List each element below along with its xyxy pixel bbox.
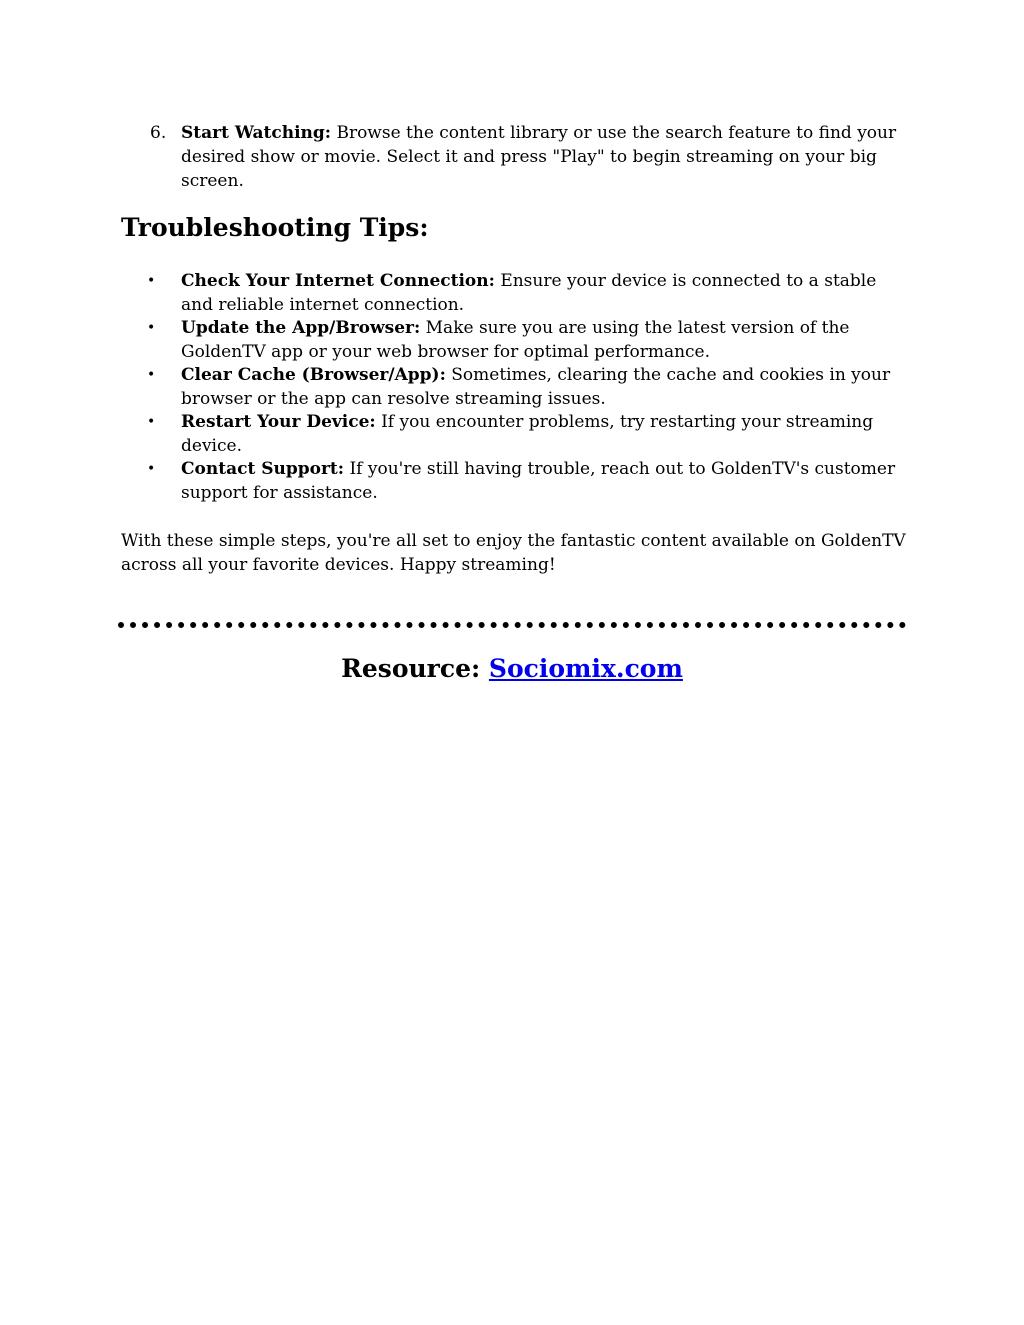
- tip-title: Clear Cache (Browser/App):: [181, 365, 446, 385]
- tip-title: Restart Your Device:: [181, 412, 376, 432]
- resource-label: Resource:: [341, 654, 489, 683]
- bullet-icon: •: [147, 320, 156, 336]
- tip-title: Contact Support:: [181, 459, 345, 479]
- tip-text: Ensure your device is connected to a stable and reliable internet connection.: [181, 271, 877, 315]
- closing-paragraph: With these simple steps, you're all set to enjoy the fantastic content available on GoldenTV across all your favorite devices. Happy streaming!: [121, 531, 906, 575]
- step-title: Start Watching:: [181, 123, 332, 143]
- list-item: [122, 317, 902, 364]
- list-item: [122, 458, 902, 505]
- bullet-icon: •: [147, 273, 156, 289]
- step-number: 6.: [150, 123, 167, 143]
- bullet-icon: •: [147, 414, 156, 430]
- bullet-icon: •: [147, 461, 156, 477]
- tip-title: Check Your Internet Connection:: [181, 271, 495, 291]
- bullet-icon: •: [147, 367, 156, 383]
- step-body: [181, 121, 902, 193]
- list-item: [122, 270, 902, 317]
- tip-title: Update the App/Browser:: [181, 318, 421, 338]
- tip-text: If you're still having trouble, reach out to GoldenTV's customer support for assistance.: [181, 459, 896, 503]
- section-heading: Troubleshooting Tips:: [121, 213, 429, 242]
- tip-text: Make sure you are using the latest version of the GoldenTV app or your web browser for optimal performance.: [181, 318, 850, 362]
- resource-line: [0, 652, 1024, 686]
- tips-list: [122, 270, 902, 505]
- numbered-step: [122, 121, 902, 193]
- resource-link[interactable]: Sociomix.com: [488, 654, 683, 683]
- tip-text: If you encounter problems, try restarting your streaming device.: [181, 412, 874, 456]
- dotted-divider: [118, 622, 906, 628]
- list-item: [122, 411, 902, 458]
- list-item: [122, 364, 902, 411]
- step-text: Browse the content library or use the search feature to find your desired show or movie. Select it and press "Play" to begin streaming on your big screen.: [181, 123, 897, 191]
- tip-text: Sometimes, clearing the cache and cookies in your browser or the app can resolve streaming issues.: [181, 365, 891, 409]
